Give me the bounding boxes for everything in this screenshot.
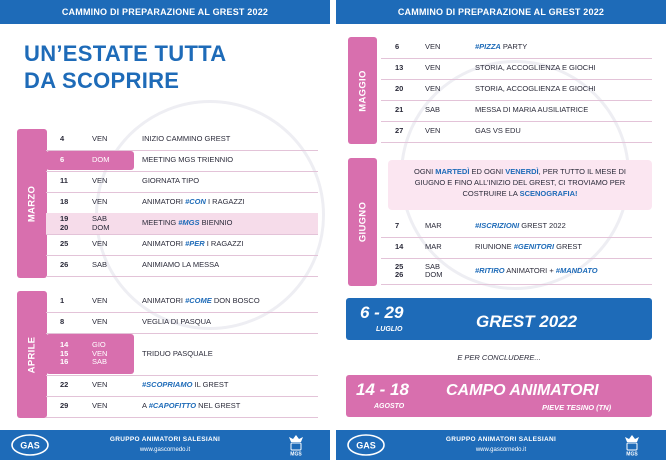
row-weekday: SAB DOM [92, 214, 110, 232]
right-header-bar [336, 0, 666, 24]
row-event [475, 58, 596, 79]
schedule-row [0, 258, 666, 284]
mgs-crest-icon [621, 433, 643, 457]
info-text-1: OGNI [413, 167, 436, 176]
event-text: ANIMATORI [142, 239, 186, 249]
month-aprile-text: APRILE [26, 336, 38, 373]
row-event [475, 216, 566, 237]
row-event [475, 258, 598, 284]
event-hashtag: #COME [185, 296, 212, 306]
event-text: GREST [554, 242, 582, 252]
row-date-number: 14 [395, 242, 404, 252]
event-hashtag: #MANDATO [555, 265, 598, 275]
schedule-row [0, 79, 666, 100]
gas-logo-icon [346, 433, 386, 457]
info-text-3: , PER TUTTO IL MESE DI GIUGNO E FINO ALL’INIZIO DEL GREST, CI TROVIAMO PER COSTRUIRE LA [414, 167, 626, 198]
left-footer-site[interactable]: www.gascornedo.it [139, 447, 191, 453]
info-scenografia: SCENOGRAFIA! [519, 189, 578, 198]
row-event [475, 237, 582, 258]
grest-title: GREST 2022 [476, 312, 578, 331]
svg-text:MGS: MGS [290, 451, 302, 457]
row-date-number: 7 [395, 221, 400, 231]
event-hashtag: #SCOPRIAMO [142, 380, 193, 390]
row-event [475, 79, 596, 100]
event-text: STORIA, ACCOGLIENZA E GIOCHI [475, 63, 596, 73]
grest-banner [346, 298, 652, 340]
event-text: IL GREST [192, 380, 229, 390]
event-text: DON BOSCO [211, 296, 260, 306]
row-weekday: VEN [92, 401, 108, 411]
event-text: RIUNIONE [475, 242, 514, 252]
schedule-row [0, 216, 666, 237]
row-date-number: 26 [60, 260, 69, 270]
left-footer [0, 430, 330, 460]
svg-text:GAS: GAS [20, 440, 40, 451]
event-text: VEGLIA DI PASQUA [142, 317, 212, 327]
event-text: ANIMATORI + [504, 265, 556, 275]
row-weekday: VEN [425, 84, 441, 94]
campo-dates: 14 - 18 [356, 380, 409, 399]
row-event [142, 375, 228, 396]
event-text: NEL GREST [196, 401, 241, 411]
left-header-bar [0, 0, 330, 24]
row-date-number: 19 20 [60, 214, 69, 232]
row-event [475, 100, 588, 121]
row-date-number: 1 [60, 296, 65, 306]
row-event [142, 312, 211, 333]
row-divider [381, 142, 652, 143]
right-footer [336, 430, 666, 460]
row-date-number: 27 [395, 126, 404, 136]
row-weekday: VEN [92, 239, 108, 249]
left-footer-name: GRUPPO ANIMATORI SALESIANI [109, 436, 221, 443]
event-text: GREST 2022 [519, 221, 566, 231]
row-weekday: VEN [92, 176, 108, 186]
schedule-row [0, 121, 666, 142]
grest-dates: 6 - 29 [360, 303, 404, 322]
row-date-number: 6 [395, 42, 400, 52]
row-date-number: 13 [395, 63, 404, 73]
info-martedi: MARTEDÌ [435, 167, 470, 176]
event-text: STORIA, ACCOGLIENZA E GIOCHI [475, 84, 596, 94]
info-venerdi: VENERDÌ [505, 167, 539, 176]
event-text: A [142, 401, 149, 411]
row-date-number: 18 [60, 197, 69, 207]
giugno-info-box [388, 160, 652, 210]
row-date-number: 25 [60, 239, 69, 249]
row-date-number: 25 26 [395, 261, 404, 279]
gas-logo-icon [10, 433, 50, 457]
event-text: MEETING [142, 218, 179, 228]
event-text: ANIMATORI [142, 296, 186, 306]
schedule-row [0, 237, 666, 258]
row-divider [46, 417, 318, 418]
row-weekday: VEN [92, 380, 108, 390]
right-footer-site[interactable]: www.gascornedo.it [475, 447, 527, 453]
event-text: I RAGAZZI [205, 197, 245, 207]
mgs-crest-icon [285, 433, 307, 457]
row-event [475, 37, 527, 58]
row-divider [381, 284, 652, 285]
month-marzo-text: MARZO [26, 185, 38, 222]
row-date-number: 29 [60, 401, 69, 411]
svg-text:MGS: MGS [626, 451, 638, 457]
row-date-number: 6 [60, 155, 65, 165]
event-text: GAS VS EDU [475, 126, 521, 136]
campo-month: AGOSTO [374, 403, 405, 410]
campo-banner [346, 375, 652, 417]
event-text: ANIMATORI [142, 197, 186, 207]
event-text: BIENNIO [199, 218, 233, 228]
month-maggio-text: MAGGIO [357, 69, 368, 112]
left-header-title: CAMMINO DI PREPARAZIONE AL GREST 2022 [61, 7, 269, 17]
event-text: MESSA DI MARIA AUSILIATRICE [475, 105, 589, 115]
row-weekday: VEN [425, 126, 441, 136]
row-event [142, 171, 199, 192]
event-text: TRIDUO PASQUALE [142, 348, 213, 358]
schedule-row [0, 37, 666, 58]
event-text: MEETING MGS TRIENNIO [142, 155, 234, 165]
row-date-number: 4 [60, 134, 65, 144]
row-weekday: SAB [425, 105, 441, 115]
row-event [142, 333, 213, 375]
right-header-title: CAMMINO DI PREPARAZIONE AL GREST 2022 [397, 7, 605, 17]
event-hashtag: #PER [185, 239, 205, 249]
campo-place: PIEVE TESINO (TN) [542, 403, 612, 412]
row-weekday: GIO VEN SAB [92, 340, 108, 367]
row-date-number: 8 [60, 317, 65, 327]
row-event [142, 150, 233, 171]
event-text: ANIMIAMO LA MESSA [142, 260, 220, 270]
row-date-number: 21 [395, 105, 404, 115]
row-weekday: VEN [425, 63, 441, 73]
month-giugno-text: GIUGNO [357, 201, 368, 243]
row-event [142, 192, 245, 213]
schedule-row [0, 58, 666, 79]
event-text: INIZIO CAMMINO GREST [142, 134, 231, 144]
event-text: GIORNATA TIPO [142, 176, 200, 186]
event-hashtag: #CON [185, 197, 206, 207]
row-date-number: 20 [395, 84, 404, 94]
row-weekday: VEN [92, 296, 108, 306]
event-hashtag: #ISCRIZIONI [475, 221, 520, 231]
right-footer-name: GRUPPO ANIMATORI SALESIANI [445, 436, 557, 443]
row-weekday: SAB [92, 260, 108, 270]
row-weekday: VEN [92, 197, 108, 207]
row-date-number: 11 [60, 176, 68, 186]
info-text-2: ED OGNI [469, 167, 506, 176]
schedule-row [0, 100, 666, 121]
svg-text:GAS: GAS [356, 440, 376, 451]
row-weekday: SAB DOM [425, 261, 443, 279]
row-event [475, 121, 521, 142]
event-hashtag: #PIZZA [475, 42, 501, 52]
row-weekday: VEN [92, 134, 108, 144]
row-date-number: 14 15 16 [60, 340, 69, 367]
conclusion-text: E PER CONCLUDERE... [457, 353, 541, 362]
event-text: PARTY [500, 42, 528, 52]
event-hashtag: #GENITORI [513, 242, 555, 252]
row-weekday: VEN [92, 317, 108, 327]
event-hashtag: #RITIRO [475, 265, 505, 275]
hero-title-line1: UN’ESTATE TUTTA [24, 41, 227, 66]
hero-title-line2: DA SCOPRIRE [24, 68, 180, 93]
event-text: I RAGAZZI [204, 239, 244, 249]
row-weekday: VEN [425, 42, 441, 52]
campo-title: CAMPO ANIMATORI [446, 382, 599, 399]
row-weekday: DOM [92, 155, 110, 165]
event-hashtag: #MGS [178, 218, 200, 228]
row-weekday: MAR [425, 242, 442, 252]
row-date-number: 22 [60, 380, 69, 390]
row-event [142, 396, 240, 417]
event-hashtag: #CAPOFITTO [148, 401, 197, 411]
grest-month: LUGLIO [376, 326, 403, 333]
row-event [142, 291, 260, 312]
row-weekday: MAR [425, 221, 442, 231]
